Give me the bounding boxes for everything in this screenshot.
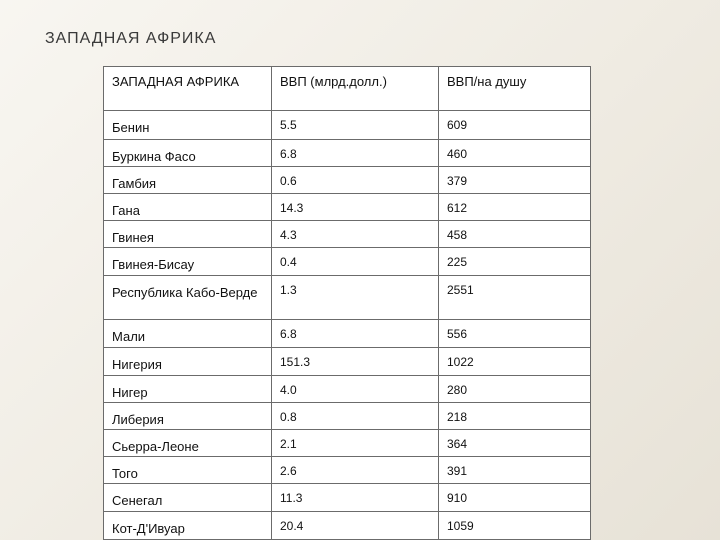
gdp-per-capita-cell: 218 bbox=[439, 402, 591, 429]
country-cell: Бенин bbox=[104, 111, 272, 139]
country-cell: Гвинея-Бисау bbox=[104, 248, 272, 275]
gdp-per-capita-cell: 391 bbox=[439, 457, 591, 484]
table-header-row bbox=[104, 67, 591, 111]
table-row bbox=[104, 248, 591, 275]
gdp-per-capita-cell: 609 bbox=[439, 111, 591, 139]
country-cell: Буркина Фасо bbox=[104, 139, 272, 166]
header-region: ЗАПАДНАЯ АФРИКА bbox=[104, 67, 272, 111]
country-cell: Нигер bbox=[104, 375, 272, 402]
gdp-per-capita-cell: 2551 bbox=[439, 275, 591, 319]
table-row bbox=[104, 166, 591, 193]
gdp-cell: 11.3 bbox=[272, 484, 439, 511]
country-cell: Сьерра-Леоне bbox=[104, 429, 272, 456]
table-row bbox=[104, 402, 591, 429]
gdp-per-capita-cell: 460 bbox=[439, 139, 591, 166]
gdp-cell: 0.8 bbox=[272, 402, 439, 429]
country-cell: Либерия bbox=[104, 402, 272, 429]
gdp-table bbox=[103, 66, 591, 540]
gdp-table-body bbox=[104, 67, 591, 540]
table-row bbox=[104, 139, 591, 166]
gdp-cell: 20.4 bbox=[272, 511, 439, 539]
table-row bbox=[104, 457, 591, 484]
country-cell: Гамбия bbox=[104, 166, 272, 193]
table-row bbox=[104, 484, 591, 511]
gdp-cell: 4.3 bbox=[272, 221, 439, 248]
table-row bbox=[104, 194, 591, 221]
gdp-per-capita-cell: 280 bbox=[439, 375, 591, 402]
country-cell: Нигерия bbox=[104, 348, 272, 375]
gdp-cell: 6.8 bbox=[272, 139, 439, 166]
table-row bbox=[104, 275, 591, 319]
table-row bbox=[104, 429, 591, 456]
gdp-cell: 4.0 bbox=[272, 375, 439, 402]
gdp-cell: 5.5 bbox=[272, 111, 439, 139]
gdp-cell: 2.6 bbox=[272, 457, 439, 484]
gdp-cell: 6.8 bbox=[272, 320, 439, 348]
table-row bbox=[104, 320, 591, 348]
gdp-per-capita-cell: 379 bbox=[439, 166, 591, 193]
header-gdp-per-capita: ВВП/на душу bbox=[439, 67, 591, 111]
gdp-per-capita-cell: 1022 bbox=[439, 348, 591, 375]
table-row bbox=[104, 375, 591, 402]
gdp-per-capita-cell: 910 bbox=[439, 484, 591, 511]
country-cell: Гана bbox=[104, 194, 272, 221]
country-cell: Мали bbox=[104, 320, 272, 348]
gdp-cell: 0.4 bbox=[272, 248, 439, 275]
gdp-per-capita-cell: 556 bbox=[439, 320, 591, 348]
gdp-per-capita-cell: 364 bbox=[439, 429, 591, 456]
gdp-cell: 14.3 bbox=[272, 194, 439, 221]
country-cell: Республика Кабо-Верде bbox=[104, 275, 272, 319]
table-row bbox=[104, 511, 591, 539]
header-gdp: ВВП (млрд.долл.) bbox=[272, 67, 439, 111]
gdp-cell: 0.6 bbox=[272, 166, 439, 193]
gdp-cell: 1.3 bbox=[272, 275, 439, 319]
gdp-per-capita-cell: 1059 bbox=[439, 511, 591, 539]
gdp-cell: 151.3 bbox=[272, 348, 439, 375]
gdp-cell: 2.1 bbox=[272, 429, 439, 456]
country-cell: Сенегал bbox=[104, 484, 272, 511]
table-row bbox=[104, 111, 591, 139]
slide-title: ЗАПАДНАЯ АФРИКА bbox=[45, 30, 217, 47]
country-cell: Гвинея bbox=[104, 221, 272, 248]
gdp-per-capita-cell: 612 bbox=[439, 194, 591, 221]
gdp-per-capita-cell: 458 bbox=[439, 221, 591, 248]
country-cell: Кот-Д'Ивуар bbox=[104, 511, 272, 539]
gdp-per-capita-cell: 225 bbox=[439, 248, 591, 275]
country-cell: Того bbox=[104, 457, 272, 484]
table-row bbox=[104, 348, 591, 375]
table-row bbox=[104, 221, 591, 248]
